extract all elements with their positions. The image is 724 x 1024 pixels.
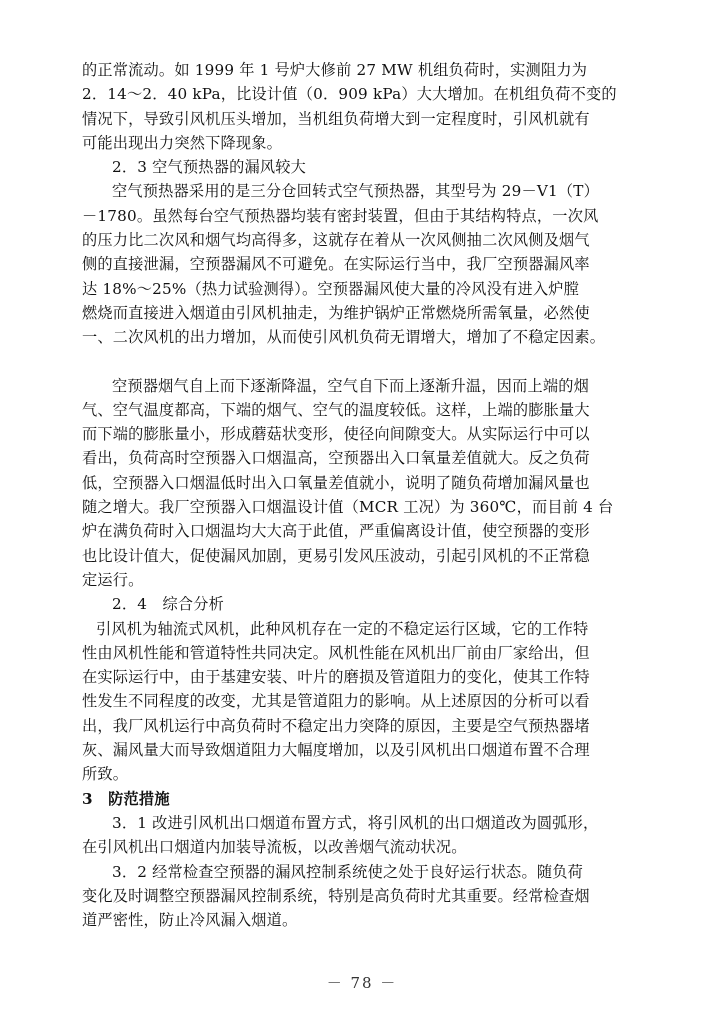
text-line: 灰、漏风量大而导致烟道阻力大幅度增加，以及引风机出口烟道布置不合理 — [82, 741, 590, 760]
text-line: 一、二次风机的出力增加，从而使引风机负荷无谓增大，增加了不稳定因素。 — [82, 328, 606, 347]
text-line: 空预器烟气自上而下逐渐降温，空气自下而上逐渐升温，因而上端的烟 — [112, 376, 590, 395]
text-line: 气、空气温度都高，下端的烟气、空气的温度较低。这样，上端的膨胀量大 — [82, 400, 590, 419]
text-line: －1780。虽然每台空气预热器均装有密封装置，但由于其结构特点，一次风 — [82, 206, 599, 225]
paragraph-resistance-continued — [82, 58, 652, 155]
text-line: 低，空预器入口烟温低时出入口氧量差值就小，说明了随负荷增加漏风量也 — [82, 473, 590, 492]
heading-text: 2．3 空气预热器的漏风较大 — [112, 158, 307, 177]
text-line: 达 18%～25%（热力试验测得）。空预器漏风使大量的冷风没有进入炉膛 — [82, 279, 579, 298]
text-line: 情况下，导致引风机压头增加，当机组负荷增大到一定程度时，引风机就有 — [82, 109, 590, 128]
text-line: 定运行。 — [82, 570, 144, 589]
page-number: － 78 － — [326, 974, 398, 992]
paragraph-comprehensive-analysis — [82, 617, 652, 787]
text-line: 性由风机性能和管道特性共同决定。风机性能在风机出厂前由厂家给出，但 — [82, 643, 590, 662]
text-line: 随之增大。我厂空预器入口烟温设计值（MCR 工况）为 360℃，而目前 4 台 — [82, 498, 614, 517]
text-line: 道严密性，防止冷风漏入烟道。 — [82, 911, 298, 930]
text-line: 也比设计值大，促使漏风加剧，更易引发风压波动，引起引风机的不正常稳 — [82, 546, 590, 565]
heading-text: 2．4 综合分析 — [112, 595, 225, 614]
paragraph-measure-3-1 — [82, 811, 652, 860]
text-line: 看出，负荷高时空预器入口烟温高，空预器出入口氧量差值就大。反之负荷 — [82, 449, 590, 468]
paragraph-temperature-deformation — [82, 374, 652, 593]
text-line: 炉在满负荷时入口烟温均大大高于此值，严重偏离设计值，使空预器的变形 — [82, 522, 590, 541]
section-heading-2-4 — [82, 592, 652, 616]
text-line: 空气预热器采用的是三分仓回转式空气预热器，其型号为 29－V1（T） — [112, 182, 599, 201]
section-heading-2-3 — [82, 155, 652, 179]
text-line: 在实际运行中，由于基建安装、叶片的磨损及管道阻力的变化，使其工作特 — [82, 668, 590, 687]
text-line: 侧的直接泄漏，空预器漏风不可避免。在实际运行当中，我厂空预器漏风率 — [82, 255, 590, 274]
paragraph-spacer — [82, 350, 652, 374]
text-line: 而下端的膨胀量小，形成蘑菇状变形，使径向间隙变大。从实际运行中可以 — [82, 425, 590, 444]
text-line: 2．14～2．40 kPa，比设计值（0．909 kPa）大大增加。在机组负荷不变的 — [82, 85, 617, 104]
document-page — [82, 58, 652, 932]
text-line: 的正常流动。如 1999 年 1 号炉大修前 27 MW 机组负荷时，实测阻力为 — [82, 61, 588, 79]
text-line: 所致。 — [82, 765, 129, 784]
text-line: 引风机为轴流式风机，此种风机存在一定的不稳定运行区域，它的工作特 — [96, 619, 589, 638]
paragraph-preheater-leakage — [82, 179, 652, 349]
text-line: 燃烧而直接进入烟道由引风机抽走，为维护锅炉正常燃烧所需氧量，必然使 — [82, 303, 590, 322]
text-line: 3．2 经常检查空预器的漏风控制系统使之处于良好运行状态。随负荷 — [112, 862, 583, 881]
section-heading-3 — [82, 787, 652, 811]
text-line: 出，我厂风机运行中高负荷时不稳定出力突降的原因，主要是空气预热器堵 — [82, 716, 590, 735]
text-line: 变化及时调整空预器漏风控制系统，特别是高负荷时尤其重要。经常检查烟 — [82, 886, 590, 905]
text-line: 在引风机出口烟道内加装导流板，以改善烟气流动状况。 — [82, 838, 467, 857]
text-line: 可能出现出力突然下降现象。 — [82, 133, 283, 152]
text-line: 性发生不同程度的改变，尤其是管道阻力的影响。从上述原因的分析可以看 — [82, 692, 590, 711]
heading-text: 3 防范措施 — [82, 789, 170, 808]
paragraph-measure-3-2 — [82, 860, 652, 933]
text-line: 的压力比二次风和烟气均高得多，这就存在着从一次风侧抽二次风侧及烟气 — [82, 231, 590, 250]
text-line: 3．1 改进引风机出口烟道布置方式，将引风机的出口烟道改为圆弧形， — [112, 813, 599, 832]
